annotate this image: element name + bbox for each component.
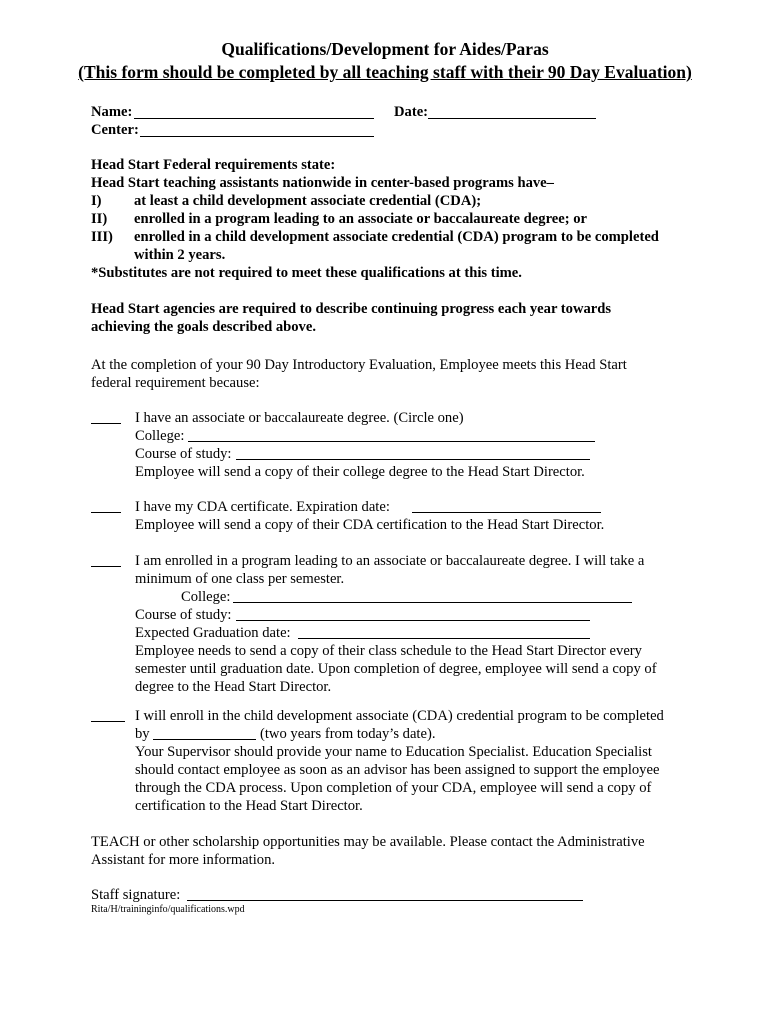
requirement-text: enrolled in a child development associate credential (CDA) program to be completed — [134, 229, 659, 245]
option1-course-field[interactable] — [236, 446, 590, 460]
date-field[interactable] — [428, 105, 596, 119]
option4-text: certification to the Head Start Director. — [135, 798, 363, 814]
option2-expiration-field[interactable] — [412, 499, 601, 513]
option1-checkmark-field[interactable] — [91, 410, 121, 424]
center-label: Center: — [91, 122, 139, 138]
center-field[interactable] — [140, 123, 374, 137]
option1-course-label: Course of study: — [135, 446, 232, 462]
option3-note: semester until graduation date. Upon completion of degree, employee will send a copy of — [135, 661, 657, 677]
requirements-heading: Head Start Federal requirements state: — [91, 157, 336, 173]
option3-text: I am enrolled in a program leading to an associate or baccalaureate degree. I will take a — [135, 553, 645, 569]
requirement-number: I) — [91, 193, 102, 209]
name-field[interactable] — [134, 105, 374, 119]
substitutes-note: *Substitutes are not required to meet these qualifications at this time. — [91, 265, 522, 281]
option4-by-date-field[interactable] — [153, 726, 256, 740]
requirement-text: enrolled in a program leading to an associate or baccalaureate degree; or — [134, 211, 588, 227]
signature-field[interactable] — [187, 887, 583, 901]
option4-years-text: (two years from today’s date). — [260, 726, 436, 742]
progress-text: Head Start agencies are required to describe continuing progress each year towards — [91, 301, 612, 317]
option3-checkmark-field[interactable] — [91, 553, 121, 567]
option1-note: Employee will send a copy of their college degree to the Head Start Director. — [135, 464, 585, 480]
option4-text: I will enroll in the child development associate (CDA) credential program to be completed — [135, 708, 664, 724]
option3-note: degree to the Head Start Director. — [135, 679, 332, 695]
teach-text: TEACH or other scholarship opportunities may be available. Please contact the Administrative — [91, 834, 645, 850]
option3-graduation-label: Expected Graduation date: — [135, 625, 291, 641]
name-label: Name: — [91, 104, 133, 120]
option2-text: I have my CDA certificate. Expiration date: — [135, 499, 390, 515]
date-label: Date: — [394, 104, 429, 120]
progress-text: achieving the goals described above. — [91, 319, 316, 335]
option3-text: minimum of one class per semester. — [135, 571, 345, 587]
signature-label: Staff signature: — [91, 887, 181, 903]
file-path-footer: Rita/H/traininginfo/qualifications.wpd — [91, 904, 245, 915]
option1-college-field[interactable] — [188, 428, 595, 442]
option4-text: should contact employee as soon as an advisor has been assigned to support the employee — [135, 762, 660, 778]
requirement-number: III) — [91, 229, 113, 245]
teach-text: Assistant for more information. — [91, 852, 276, 868]
option3-college-field[interactable] — [233, 589, 632, 603]
option3-course-label: Course of study: — [135, 607, 232, 623]
option4-text: through the CDA process. Upon completion of your CDA, employee will send a copy of — [135, 780, 652, 796]
requirement-number: II) — [91, 211, 108, 227]
option3-note: Employee needs to send a copy of their class schedule to the Head Start Director every — [135, 643, 642, 659]
option4-by-label: by — [135, 726, 150, 742]
requirement-text: at least a child development associate credential (CDA); — [134, 193, 482, 209]
completion-text: federal requirement because: — [91, 375, 260, 391]
page-subtitle: (This form should be completed by all teaching staff with their 90 Day Evaluation) — [78, 62, 692, 82]
option3-college-label: College: — [181, 589, 231, 605]
option4-checkmark-field[interactable] — [91, 708, 125, 722]
requirement-text-continued: within 2 years. — [134, 247, 226, 263]
page-title: Qualifications/Development for Aides/Paras — [221, 39, 549, 59]
option1-text: I have an associate or baccalaureate degree. (Circle one) — [135, 410, 464, 426]
completion-text: At the completion of your 90 Day Introductory Evaluation, Employee meets this Head Start — [91, 357, 627, 373]
option3-course-field[interactable] — [236, 607, 590, 621]
option4-text: Your Supervisor should provide your name to Education Specialist. Education Specialist — [135, 744, 652, 760]
option2-note: Employee will send a copy of their CDA certification to the Head Start Director. — [135, 517, 605, 533]
option1-college-label: College: — [135, 428, 185, 444]
requirements-intro: Head Start teaching assistants nationwide in center-based programs have– — [91, 175, 554, 191]
option3-graduation-field[interactable] — [298, 625, 590, 639]
option2-checkmark-field[interactable] — [91, 499, 121, 513]
